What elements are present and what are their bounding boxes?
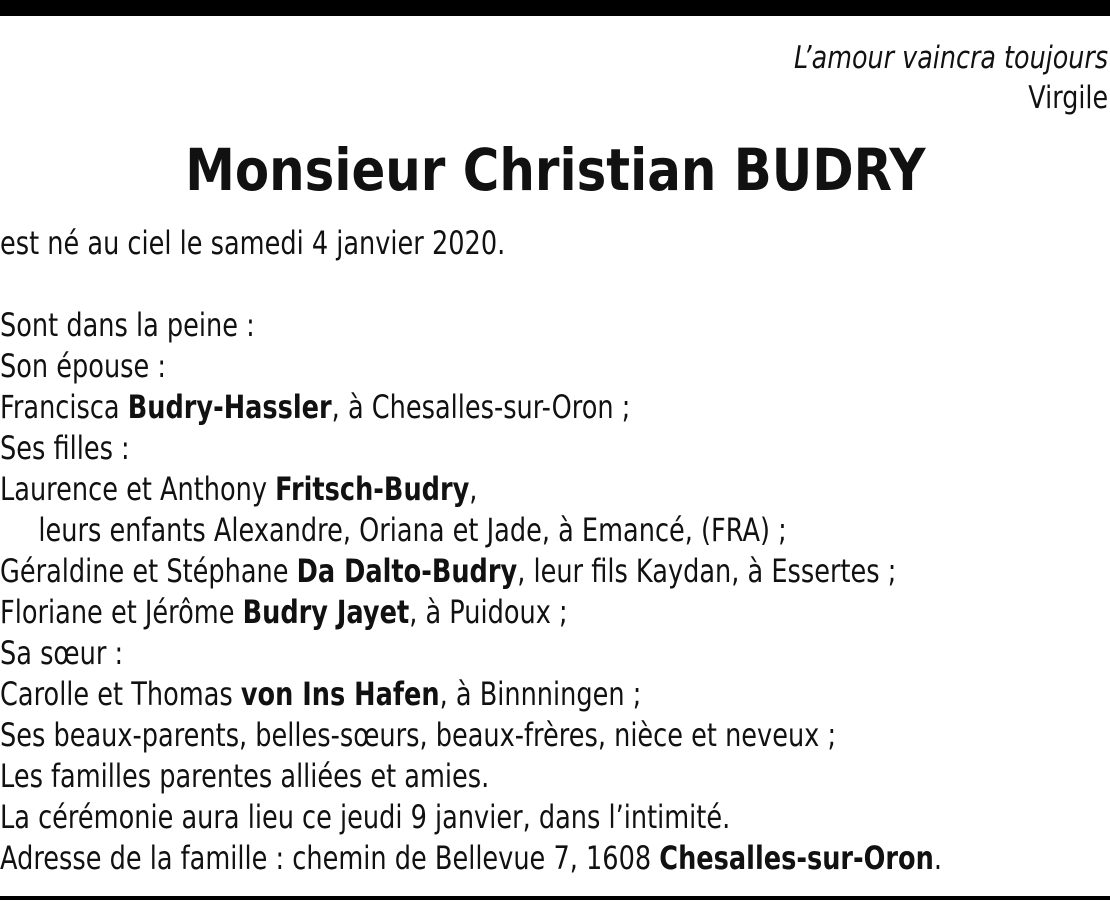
daughter-2-after: , leur fils Kaydan, à Essertes ; <box>517 552 897 590</box>
deceased-name: Monsieur Christian BUDRY <box>184 136 926 204</box>
epigraph <box>794 38 1108 118</box>
daughter-1-line <box>0 469 888 510</box>
sister-first-names: Carolle et Thomas <box>0 675 241 713</box>
top-border-rule <box>0 0 1110 16</box>
bottom-border-rule <box>0 896 1110 900</box>
daughter-3-family-name: Budry Jayet <box>242 593 410 631</box>
daughter-3-line <box>0 592 888 633</box>
announcement-line: est né au ciel le samedi 4 janvier 2020. <box>0 224 506 262</box>
ceremony-line: La cérémonie aura lieu ce jeudi 9 janvier, dans l’intimité. <box>0 798 731 836</box>
spouse-label: Son épouse : <box>0 347 167 385</box>
daughter-3-after: , à Puidoux ; <box>409 593 568 631</box>
obituary-title <box>0 130 1110 210</box>
daughter-2-first-names: Géraldine et Stéphane <box>0 552 297 590</box>
mourners-intro: Sont dans la peine : <box>0 306 255 344</box>
spouse-place: , à Chesalles-sur-Oron ; <box>331 388 631 426</box>
address-prefix: Adresse de la famille : chemin de Bellevue 7, 1608 <box>0 839 660 877</box>
address-line <box>0 838 942 879</box>
epigraph-author: Virgile <box>1028 80 1108 116</box>
daughter-1-after: , <box>469 470 478 508</box>
daughter-1-children: leurs enfants Alexandre, Oriana et Jade, à Emancé, (FRA) ; <box>38 511 787 549</box>
in-laws-line: Ses beaux-parents, belles-sœurs, beaux-frères, nièce et neveux ; <box>0 716 837 754</box>
daughter-3-first-names: Floriane et Jérôme <box>0 593 243 631</box>
daughter-2-family-name: Da Dalto-Budry <box>296 552 518 590</box>
sister-family-name: von Ins Hafen <box>240 675 440 713</box>
sister-line <box>0 674 888 715</box>
address-town: Chesalles-sur-Oron <box>659 839 934 877</box>
address-suffix: . <box>933 839 942 877</box>
sister-label: Sa sœur : <box>0 634 124 672</box>
daughter-1-first-names: Laurence et Anthony <box>0 470 276 508</box>
epigraph-quote: L’amour vaincra toujours <box>793 40 1108 76</box>
paragraph-spacer <box>0 264 888 305</box>
daughters-label: Ses filles : <box>0 429 130 467</box>
spouse-family-name: Budry-Hassler <box>127 388 332 426</box>
sister-after: , à Binnningen ; <box>439 675 642 713</box>
daughter-2-line <box>0 551 897 592</box>
families-line: Les familles parentes alliées et amies. <box>0 757 490 795</box>
obituary-body <box>0 223 942 879</box>
daughter-1-family-name: Fritsch-Budry <box>275 470 470 508</box>
spouse-line <box>0 387 888 428</box>
spouse-first-name: Francisca <box>0 388 128 426</box>
